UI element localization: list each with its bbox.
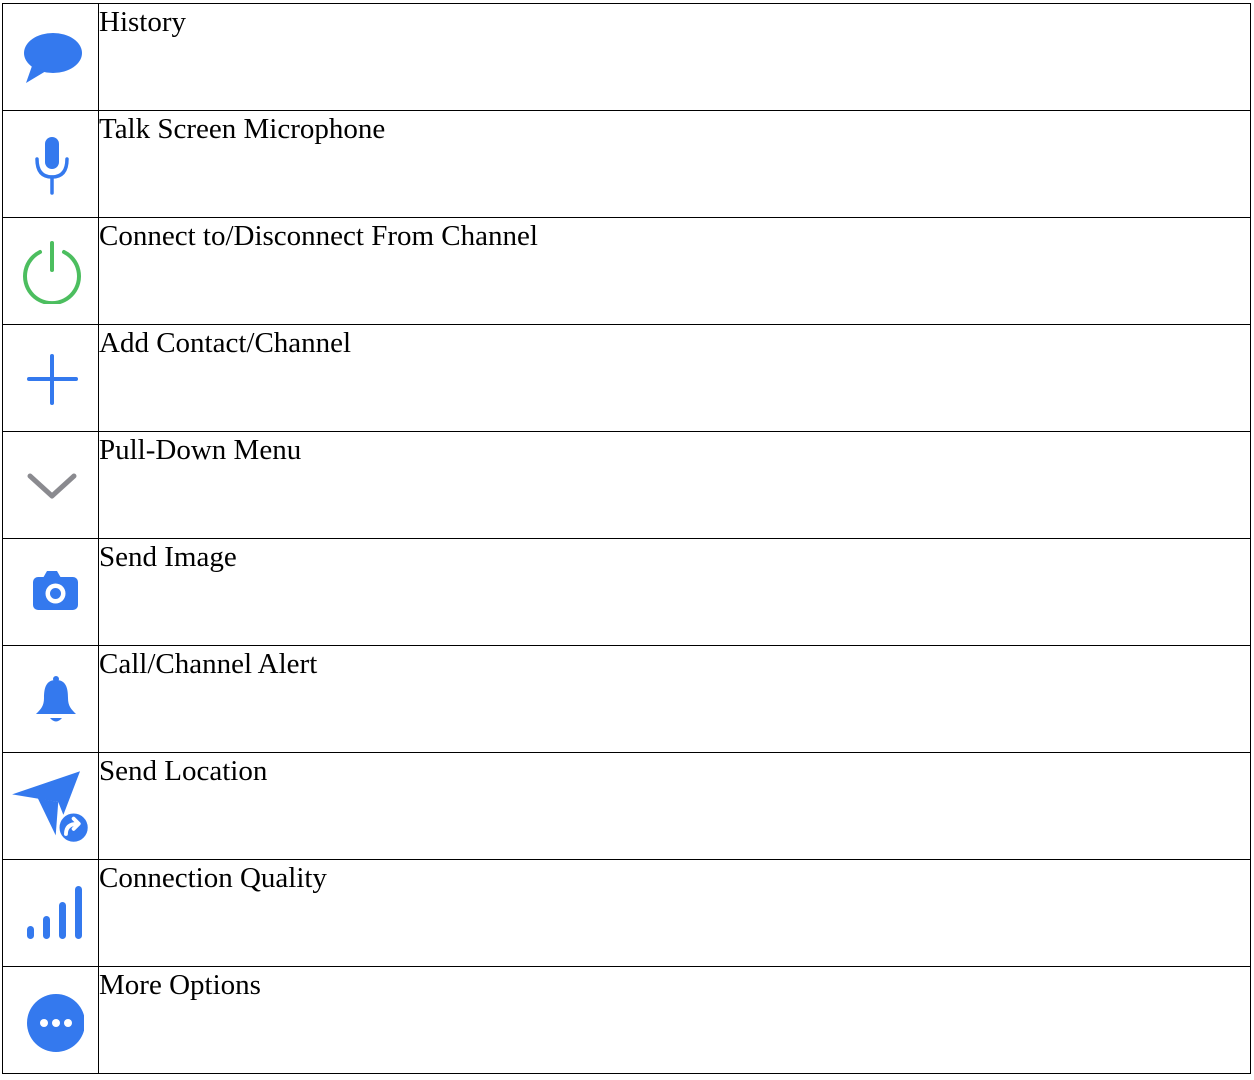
- table-row: [3, 218, 1251, 325]
- row-label: Pull-Down Menu: [99, 432, 1251, 539]
- table-row: [3, 325, 1251, 432]
- camera-icon: [20, 561, 84, 625]
- icon-cell: [3, 432, 99, 539]
- microphone-icon: [20, 133, 84, 197]
- location-share-icon: [7, 761, 89, 843]
- chat-bubble-icon: [20, 26, 84, 90]
- row-label: More Options: [99, 967, 1251, 1074]
- more-options-icon: [20, 989, 84, 1053]
- table-row: [3, 646, 1251, 753]
- row-label: Send Location: [99, 753, 1251, 860]
- plus-icon: [20, 347, 84, 411]
- icon-cell: [3, 111, 99, 218]
- table-row: [3, 753, 1251, 860]
- icon-cell: [3, 860, 99, 967]
- power-icon: [20, 240, 84, 304]
- table-row: [3, 4, 1251, 111]
- icon-cell: [3, 539, 99, 646]
- bell-icon: [20, 668, 84, 732]
- row-label: Talk Screen Microphone: [99, 111, 1251, 218]
- table-row: [3, 967, 1251, 1074]
- table-row: [3, 111, 1251, 218]
- icon-cell: [3, 753, 99, 860]
- table-row: [3, 432, 1251, 539]
- table-row: [3, 860, 1251, 967]
- signal-bars-icon: [20, 882, 84, 946]
- row-label: Call/Channel Alert: [99, 646, 1251, 753]
- icon-cell: [3, 325, 99, 432]
- icon-legend-table: [2, 3, 1251, 1074]
- row-label: Add Contact/Channel: [99, 325, 1251, 432]
- icon-cell: [3, 4, 99, 111]
- row-label: Connect to/Disconnect From Channel: [99, 218, 1251, 325]
- row-label: Send Image: [99, 539, 1251, 646]
- icon-cell: [3, 218, 99, 325]
- icon-cell: [3, 967, 99, 1074]
- row-label: Connection Quality: [99, 860, 1251, 967]
- table-row: [3, 539, 1251, 646]
- row-label: History: [99, 4, 1251, 111]
- icon-cell: [3, 646, 99, 753]
- chevron-down-icon: [20, 454, 84, 518]
